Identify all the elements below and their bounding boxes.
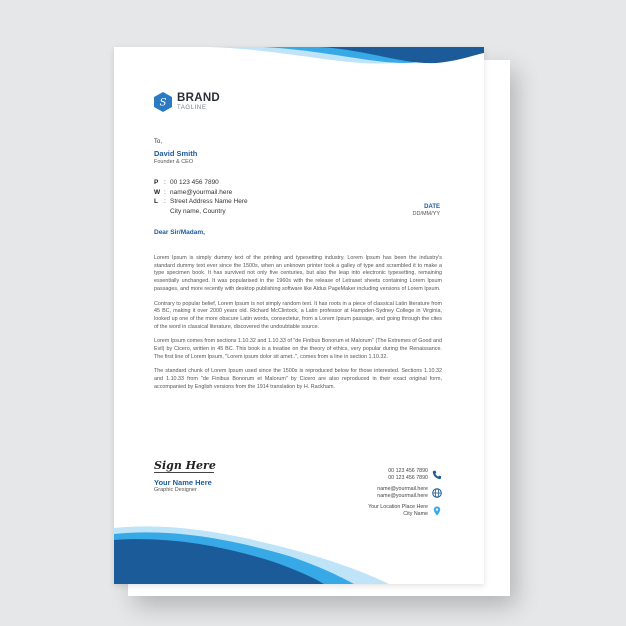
footer-phone-line: 00 123 456 7890 xyxy=(388,475,428,481)
letterhead-page xyxy=(114,47,484,584)
salutation: Dear Sir/Madam, xyxy=(154,229,205,236)
recipient-name: David Smith xyxy=(154,149,198,158)
contact-colon: : xyxy=(164,179,166,186)
letter-body xyxy=(154,255,442,399)
contact-row-city xyxy=(154,207,248,217)
recipient-title: Founder & CEO xyxy=(154,159,194,165)
contact-value: City name, Country xyxy=(170,207,226,215)
brand-logo xyxy=(154,92,220,112)
contact-key: W xyxy=(154,188,161,196)
bottom-wave-decoration xyxy=(114,524,484,584)
contact-value: Street Address Name Here xyxy=(170,198,248,205)
contact-value: 00 123 456 7890 xyxy=(170,179,219,186)
globe-icon xyxy=(432,488,442,498)
footer-address-line: Your Location Place Here xyxy=(368,504,428,510)
location-pin-icon xyxy=(432,506,442,516)
contact-colon: : xyxy=(164,198,166,205)
signer-title: Graphic Designer xyxy=(154,487,197,493)
body-paragraph: The standard chunk of Lorem Ipsum used since the 1500s is reproduced below for those interested. Sections 1.10.32 and 1.10.33 from "de Finibus Bonorum et Malorum" by Cicero are also reproduced in their exact original form, accompanied by English versions from the 1914 translation by H. Rackham. xyxy=(154,368,442,390)
contact-row-phone xyxy=(154,178,248,188)
contact-colon: : xyxy=(164,188,166,196)
footer-email-line: name@yourmail.here xyxy=(377,493,428,499)
phone-icon xyxy=(432,470,442,480)
contact-key: P xyxy=(154,179,159,186)
date-label: DATE xyxy=(424,204,440,210)
footer-email-line: name@yourmail.here xyxy=(377,486,428,492)
signature-line xyxy=(154,472,214,473)
brand-tagline: TAGLINE xyxy=(177,105,207,111)
contact-value: name@yourmail.here xyxy=(170,188,233,196)
body-paragraph: Lorem Ipsum comes from sections 1.10.32 and 1.10.33 of "de Finibus Bonorum et Malorum" (The Extremes of Good and Evil) by Cicero, written in 45 BC. This book is a treatise on the theory of ethics, very popular during the Renaissance. The first line of Lorem Ipsum, "Lorem ipsum dolor sit amet..", comes from a line in section 1.10.32. xyxy=(154,338,442,360)
contact-key: L xyxy=(154,198,158,205)
date-value: DD/MM/YY xyxy=(412,211,440,217)
footer-email xyxy=(302,486,442,500)
footer-location xyxy=(302,504,442,518)
body-paragraph: Lorem Ipsum is simply dummy text of the printing and typesetting industry. Lorem Ipsum has been the industry's standard dummy text ever since the 1500s, when an unknown printer took a galley of type and scrambled it to make a type specimen book. It has survived not only five centuries, but also the leap into electronic typesetting, remaining essentially unchanged. It was popularised in the 1960s with the release of Letraset sheets containing Lorem Ipsum passages, and more recently with desktop publishing software like Aldus PageMaker including versions of Lorem Ipsum. xyxy=(154,255,442,292)
contact-key xyxy=(154,207,164,217)
sender-contact-block xyxy=(154,178,248,216)
footer-contact-block xyxy=(302,468,442,522)
to-label: To, xyxy=(154,139,163,145)
footer-address-line: City Name xyxy=(403,511,428,517)
footer-phone-line: 00 123 456 7890 xyxy=(388,468,428,474)
brand-name: BRAND xyxy=(177,92,221,104)
top-wave-decoration xyxy=(114,47,484,79)
footer-phone xyxy=(302,468,442,482)
handwritten-signature: Sign Here xyxy=(154,459,216,472)
contact-row-location xyxy=(154,197,248,207)
hexagon-logo-icon xyxy=(154,92,172,112)
signer-name: Your Name Here xyxy=(154,478,212,487)
contact-row-web xyxy=(154,188,248,198)
body-paragraph: Contrary to popular belief, Lorem Ipsum is not simply random text. It has roots in a piece of classical Latin literature from 45 BC, making it over 2000 years old. Richard McClintock, a Latin professor at Hampden-Sydney College in Virginia, looked up one of the more obscure Latin words, consectetur, from a Lorem Ipsum passage, and going through the cites of the word in classical literature, discovered the undoubtable source. xyxy=(154,300,442,330)
logo-letter: S xyxy=(159,97,167,109)
